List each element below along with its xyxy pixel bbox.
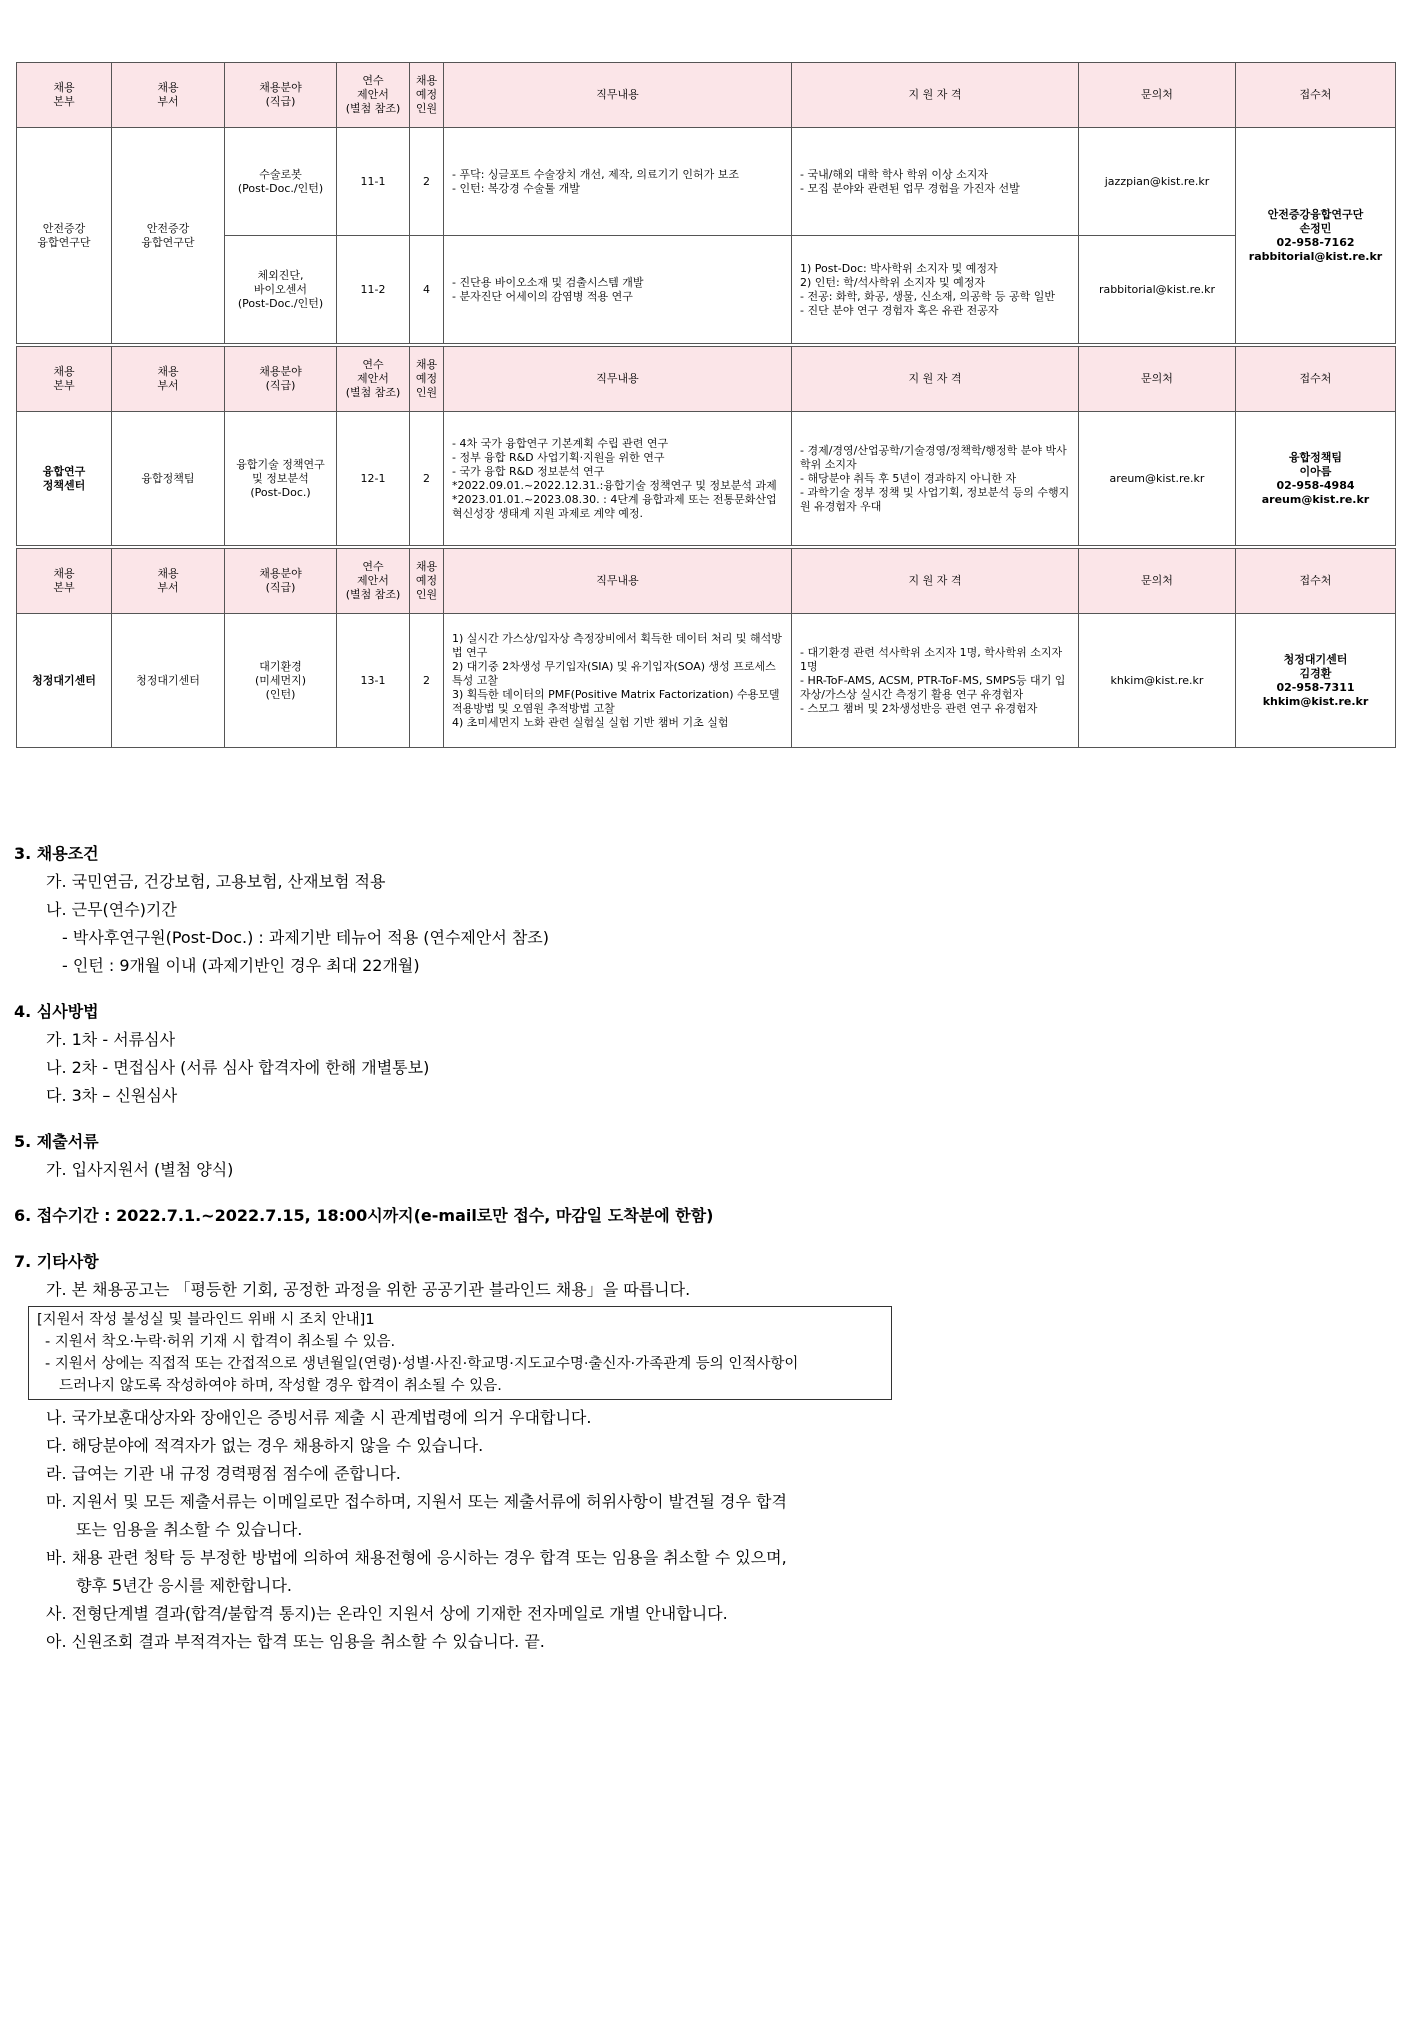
section-4-item-b: 나. 2차 - 면접심사 (서류 심사 합격자에 한해 개별통보) (46, 1058, 430, 1077)
contact-email[interactable]: khkim@kist.re.kr (1079, 614, 1236, 748)
blind-notice-line: - 지원서 상에는 직접적 또는 간접적으로 생년월일(연령)·성별·사진·학교명·지도교수명·출신자·가족관계 등의 인적사항이 (45, 1356, 799, 1372)
header-hq: 채용 본부 (17, 347, 112, 412)
section-4-item-c: 다. 3차 – 신원심사 (46, 1086, 178, 1105)
blind-notice-box (28, 1306, 892, 1400)
hq-cell: 융합연구 정책센터 (17, 412, 112, 546)
header-proposal: 연수 제안서 (별첨 참조) (337, 63, 410, 128)
section-7-item-h: 아. 신원조회 결과 부적격자는 합격 또는 임용을 취소할 수 있습니다. 끝. (46, 1632, 545, 1651)
section-7-item-f-cont: 향후 5년간 응시를 제한합니다. (76, 1576, 292, 1595)
proposal-cell: 11-1 (337, 128, 410, 236)
dept-cell: 청정대기센터 (112, 614, 225, 748)
section-7-item-c: 다. 해당분야에 적격자가 없는 경우 채용하지 않을 수 있습니다. (46, 1436, 484, 1455)
duties-cell: - 4차 국가 융합연구 기본계획 수립 관련 연구 - 정부 융합 R&D 사업기획·지원을 위한 연구 - 국가 융합 R&D 정보분석 연구 *2022.09.01.~2022.12.31.:융합기술 정책연구 및 정보분석 과제 *2023.01.01.~2023.08.30. : 4단계 융합과제 또는 전통문화산업 혁신성장 생태계 지원 과제로 계약 예정. (444, 412, 792, 546)
contact-email[interactable]: rabbitorial@kist.re.kr (1079, 236, 1236, 344)
dept-cell: 안전증강 융합연구단 (112, 128, 225, 344)
header-duties: 직무내용 (444, 63, 792, 128)
dept-cell: 융합정책팀 (112, 412, 225, 546)
header-dept: 채용 부서 (112, 549, 225, 614)
section-3-title: 3. 채용조건 (14, 844, 99, 863)
header-count: 채용 예정 인원 (410, 63, 444, 128)
blind-notice-line: - 지원서 착오·누락·허위 기재 시 합격이 취소될 수 있음. (45, 1334, 396, 1350)
recruit-table-1 (16, 62, 1396, 344)
section-7-item-g: 사. 전형단계별 결과(합격/불합격 통지)는 온라인 지원서 상에 기재한 전자메일로 개별 안내합니다. (46, 1604, 728, 1623)
contact-email[interactable]: areum@kist.re.kr (1079, 412, 1236, 546)
header-duties: 직무내용 (444, 347, 792, 412)
header-contact: 문의처 (1079, 549, 1236, 614)
proposal-cell: 11-2 (337, 236, 410, 344)
proposal-cell: 12-1 (337, 412, 410, 546)
recruit-table-3 (16, 548, 1396, 748)
header-field: 채용분야 (직급) (225, 549, 337, 614)
notice-sections (14, 822, 894, 1656)
duties-cell: - 푸닥: 싱글포트 수술장치 개선, 제작, 의료기기 인허가 보조 - 인턴: 복강경 수술툴 개발 (444, 128, 792, 236)
table-header-row (17, 63, 1396, 128)
header-field: 채용분야 (직급) (225, 63, 337, 128)
header-count: 채용 예정 인원 (410, 549, 444, 614)
header-dept: 채용 부서 (112, 347, 225, 412)
count-cell: 4 (410, 236, 444, 344)
receipt-cell: 청정대기센터 김경환 02-958-7311 khkim@kist.re.kr (1236, 614, 1396, 748)
table-header-row (17, 549, 1396, 614)
qual-cell: 1) Post-Doc: 박사학위 소지자 및 예정자 2) 인턴: 학/석사학위 소지자 및 예정자 - 전공: 화학, 화공, 생물, 신소재, 의공학 등 공학 일반 - 진단 분야 연구 경험자 혹은 유관 전공자 (792, 236, 1079, 344)
receipt-cell: 융합정책팀 이아름 02-958-4984 areum@kist.re.kr (1236, 412, 1396, 546)
header-receipt: 접수처 (1236, 549, 1396, 614)
section-4-item-a: 가. 1차 - 서류심사 (46, 1030, 176, 1049)
field-cell: 수술로봇 (Post-Doc./인턴) (225, 128, 337, 236)
blind-notice-title: [지원서 작성 불성실 및 블라인드 위배 시 조치 안내]1 (37, 1312, 375, 1328)
table-row (17, 614, 1396, 748)
table-row (17, 412, 1396, 546)
header-contact: 문의처 (1079, 347, 1236, 412)
header-proposal: 연수 제안서 (별첨 참조) (337, 549, 410, 614)
table-header-row (17, 347, 1396, 412)
header-qual: 지 원 자 격 (792, 549, 1079, 614)
header-receipt: 접수처 (1236, 347, 1396, 412)
receipt-cell: 안전증강융합연구단 손정민 02-958-7162 rabbitorial@kist.re.kr (1236, 128, 1396, 344)
header-field: 채용분야 (직급) (225, 347, 337, 412)
header-duties: 직무내용 (444, 549, 792, 614)
hq-cell: 안전증강 융합연구단 (17, 128, 112, 344)
qual-cell: - 대기환경 관련 석사학위 소지자 1명, 학사학위 소지자 1명 - HR-ToF-AMS, ACSM, PTR-ToF-MS, SMPS등 대기 입자상/가스상 실시간 측정기 활용 연구 유경험자 - 스모그 챔버 및 2차생성반응 관련 연구 유경험자 (792, 614, 1079, 748)
recruit-table-2 (16, 346, 1396, 546)
section-5-item-a: 가. 입사지원서 (별첨 양식) (46, 1160, 234, 1179)
header-qual: 지 원 자 격 (792, 63, 1079, 128)
count-cell: 2 (410, 614, 444, 748)
field-cell: 융합기술 정책연구 및 정보분석 (Post-Doc.) (225, 412, 337, 546)
section-7-item-b: 나. 국가보훈대상자와 장애인은 증빙서류 제출 시 관계법령에 의거 우대합니다. (46, 1408, 592, 1427)
count-cell: 2 (410, 128, 444, 236)
section-3-item-a: 가. 국민연금, 건강보험, 고용보험, 산재보험 적용 (46, 872, 386, 891)
field-cell: 대기환경 (미세먼지) (인턴) (225, 614, 337, 748)
section-6-title: 6. 접수기간 : 2022.7.1.~2022.7.15, 18:00시까지(e-mail로만 접수, 마감일 도착분에 한함) (14, 1206, 714, 1225)
section-3-sub-1: - 박사후연구원(Post-Doc.) : 과제기반 테뉴어 적용 (연수제안서 참조) (62, 928, 550, 947)
contact-email[interactable]: jazzpian@kist.re.kr (1079, 128, 1236, 236)
section-7-item-d: 라. 급여는 기관 내 규정 경력평점 점수에 준합니다. (46, 1464, 401, 1483)
section-7-item-e-cont: 또는 임용을 취소할 수 있습니다. (76, 1520, 303, 1539)
section-3-sub-2: - 인턴 : 9개월 이내 (과제기반인 경우 최대 22개월) (62, 956, 420, 975)
proposal-cell: 13-1 (337, 614, 410, 748)
header-receipt: 접수처 (1236, 63, 1396, 128)
header-count: 채용 예정 인원 (410, 347, 444, 412)
section-5-title: 5. 제출서류 (14, 1132, 99, 1151)
qual-cell: - 국내/해외 대학 학사 학위 이상 소지자 - 모집 분야와 관련된 업무 경험을 가진자 선발 (792, 128, 1079, 236)
section-3-item-b: 나. 근무(연수)기간 (46, 900, 177, 919)
duties-cell: 1) 실시간 가스상/입자상 측정장비에서 획득한 데이터 처리 및 해석방법 연구 2) 대기중 2차생성 무기입자(SIA) 및 유기입자(SOA) 생성 프로세스 특성 고찰 3) 획득한 데이터의 PMF(Positive Matrix Factorization) 수용모델 적용방법 및 오염원 추적방법 고찰 4) 초미세먼지 노화 관련 실험실 실험 기반 챔버 기초 실험 (444, 614, 792, 748)
header-qual: 지 원 자 격 (792, 347, 1079, 412)
header-proposal: 연수 제안서 (별첨 참조) (337, 347, 410, 412)
qual-cell: - 경제/경영/산업공학/기술경영/정책학/행정학 분야 박사학위 소지자 - 해당분야 취득 후 5년이 경과하지 아니한 자 - 과학기술 정부 정책 및 사업기획, 정보분석 등의 수행지원 유경험자 우대 (792, 412, 1079, 546)
count-cell: 2 (410, 412, 444, 546)
hq-cell: 청정대기센터 (17, 614, 112, 748)
table-row (17, 128, 1396, 236)
header-hq: 채용 본부 (17, 63, 112, 128)
section-7-item-e: 마. 지원서 및 모든 제출서류는 이메일로만 접수하며, 지원서 또는 제출서류에 허위사항이 발견될 경우 합격 (46, 1492, 787, 1511)
section-7-item-f: 바. 채용 관련 청탁 등 부정한 방법에 의하여 채용전형에 응시하는 경우 합격 또는 임용을 취소할 수 있으며, (46, 1548, 787, 1567)
header-dept: 채용 부서 (112, 63, 225, 128)
field-cell: 체외진단, 바이오센서 (Post-Doc./인턴) (225, 236, 337, 344)
section-4-title: 4. 심사방법 (14, 1002, 99, 1021)
header-hq: 채용 본부 (17, 549, 112, 614)
blind-notice-line: 드러나지 않도록 작성하여야 하며, 작성할 경우 합격이 취소될 수 있음. (59, 1378, 502, 1394)
header-contact: 문의처 (1079, 63, 1236, 128)
section-7-item-a: 가. 본 채용공고는 「평등한 기회, 공정한 과정을 위한 공공기관 블라인드 채용」을 따릅니다. (46, 1280, 691, 1299)
section-7-title: 7. 기타사항 (14, 1252, 99, 1271)
duties-cell: - 진단용 바이오소재 및 검출시스템 개발 - 분자진단 어세이의 감염병 적용 연구 (444, 236, 792, 344)
